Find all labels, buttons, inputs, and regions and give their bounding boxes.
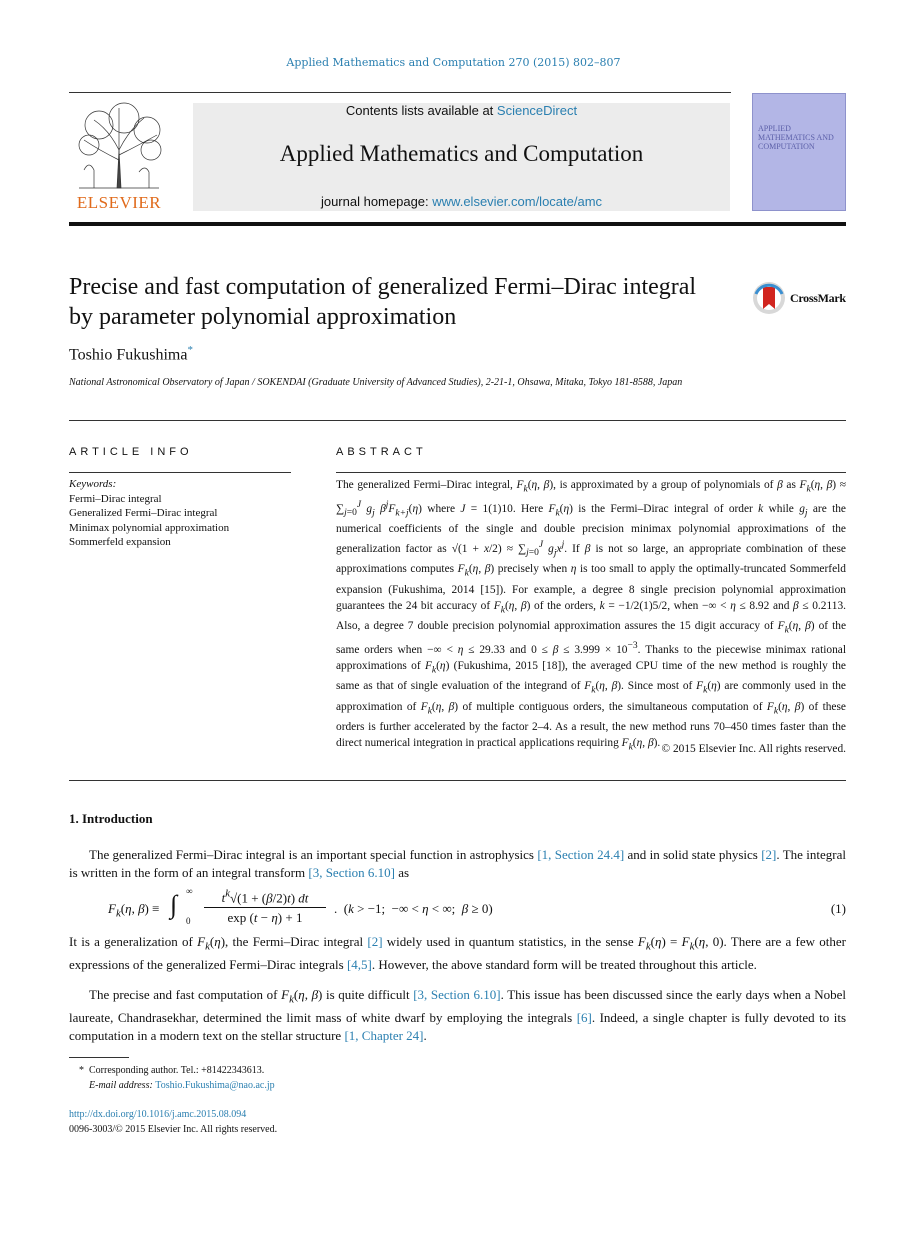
doi-block — [69, 1108, 277, 1137]
crossmark-icon[interactable] — [752, 281, 786, 315]
crossmark-label[interactable]: CrossMark — [790, 291, 846, 305]
contents-line: Contents lists available at ScienceDirect — [345, 103, 578, 118]
cover-title: APPLIED MATHEMATICS AND COMPUTATION — [758, 124, 834, 151]
homepage-line: journal homepage: www.elsevier.com/locate/amc — [320, 194, 603, 209]
citation-link[interactable]: [4,5] — [346, 957, 372, 973]
homepage-link[interactable]: www.elsevier.com/locate/amc — [432, 194, 603, 209]
keywords-label: Keywords: — [69, 478, 117, 490]
equation-1: $F_k(\eta$, β) ≡ ∫ ∞ 0 $t^k√(1 + (\beta/2)t)$ dt exp (t − η) + 1 . (k > −1; −∞ < η < ∞; β ≥ 0) (1) — [108, 886, 846, 926]
divider — [69, 780, 846, 781]
abstract-copyright: © 2015 Elsevier Inc. All rights reserved. — [661, 743, 846, 755]
journal-title: Applied Mathematics and Computation — [279, 141, 644, 166]
footnote: * Corresponding author. Tel.: +81422343613. E-mail address: Toshio.Fukushima@nao.ac.jp — [79, 1065, 275, 1091]
equation-number: (1) — [830, 901, 846, 916]
corresponding-mark: * — [79, 1065, 84, 1076]
email-link[interactable]: Toshio.Fukushima@nao.ac.jp — [155, 1079, 275, 1091]
keyword: Sommerfeld expansion — [69, 536, 171, 548]
divider — [69, 420, 846, 421]
citation-link[interactable]: [3, Section 6.10] — [413, 987, 501, 1002]
section-heading: 1. Introduction — [69, 811, 153, 826]
keyword: Minimax polynomial approximation — [69, 521, 230, 534]
keyword: Fermi–Dirac integral — [69, 492, 162, 505]
paragraph: It is a generalization of $F_k(\eta)$, the Fermi–Dirac integral [2] widely used in quantum statistics, in the sense $F_k(\eta) = F_k(\eta$, 0). There are a few other expressions of the generalized Fermi–Dirac integrals [4,5]. However, the above standard form will be treated throughout this article. — [69, 934, 846, 973]
abstract-text: The generalized Fermi–Dirac integral, $F_k(\eta$, β), is approximated by a group of polynomials of β as $F_k(\eta$, $\beta) \approx \sum_{j=0}^J$ $g_j$ $\beta^jF_{k+j}(\eta)$ where J = 1(1)10. Here $F_k(\eta)$ is the Fermi–Dirac integral of order k while $g_j$ are the numerical coefficients of the single and double precision minimax polynomial approximations of the generalization factor as $√(1 + x/2) \approx \sum_{j=0}^J$ $g_jx^j$. If β is not so large, an appropriate combination of these approximations computes $F_k(\eta$, β) precisely when η is too small to apply the optimally-truncated Sommerfeld expansion (Fukushima, 2014 [15]). For example, a degree 8 single precision polynomial approximation guarantees the 24 bit accuracy of $F_k(\eta$, β) of the orders, k = −1/2(1)5/2, when −∞ < η ≤ 8.92 and β ≤ 0.2113. Also, a degree 7 double precision polynomial approximation assures the 15 digit accuracy of $F_k(\eta$, β) of the same orders when −∞ < η ≤ 29.33 and $0 \le \beta \le 3.999 \times 10^{-3}$. Thanks to the piecewise minimax rational approximations of $F_k(\eta)$ (Fukushima, 2015 [18]), the averaged CPU time of the new method is roughly the same as that of single evaluation of the integrand of $F_k(\eta$, β). Since most of $F_k(\eta)$ are commonly used in the approximation of $F_k(\eta$, β) of multiple contiguous orders, the simultaneous computation of $F_k(\eta$, β) of these orders is further accelerated by the factor 2–4. As a result, the new method runs 70–450 times faster than the direct numerical integration in practical applications requiring $F_k(\eta$, β). — [336, 479, 847, 753]
citation-link[interactable]: [1, Section 24.4] — [537, 847, 625, 862]
keywords-block — [69, 477, 229, 550]
citation-link[interactable]: [3, Section 6.10] — [308, 864, 396, 880]
paragraph: The generalized Fermi–Dirac integral is an important special function in astrophysics [1, Section 24.4] and in solid state physics [2]. The integral is written in the form of an integral transform [3, Section 6.10] as — [69, 847, 846, 880]
article-info-heading: ARTICLE INFO — [69, 446, 193, 458]
divider-thick — [69, 222, 846, 226]
citation-link[interactable]: [6] — [576, 1010, 592, 1026]
paragraph: The precise and fast computation of $F_k(\eta$, β) is quite difficult [3, Section 6.10]. This issue has been discussed since the early days when a Nobel laureate, Chandrasekhar, determined the limit mass of white dwarf by employing the integrals [6]. Indeed, a single chapter is fully devoted to its computation in a modern text on the stellar structure [1, Chapter 24]. — [69, 987, 847, 1043]
affiliation: National Astronomical Observatory of Japan / SOKENDAI (Graduate University of Advanced Studies), 2-21-1, Ohsawa, Mitaka, Tokyo 181-8588, Japan — [69, 377, 683, 388]
divider — [336, 472, 846, 473]
doi-link[interactable]: http://dx.doi.org/10.1016/j.amc.2015.08.094 — [69, 1109, 247, 1120]
footnote-divider — [69, 1057, 129, 1058]
issn-line: 0096-3003/© 2015 Elsevier Inc. All rights reserved. — [69, 1123, 278, 1135]
journal-cover[interactable] — [752, 93, 846, 211]
divider — [69, 92, 731, 93]
citation-link[interactable]: [1, Chapter 24] — [344, 1027, 424, 1043]
citation-link[interactable]: [2] — [367, 934, 383, 949]
author-name: Toshio Fukushima* — [69, 344, 193, 364]
citation-link[interactable]: [2] — [761, 847, 777, 862]
abstract-heading: ABSTRACT — [336, 446, 427, 458]
corresponding-mark[interactable]: * — [187, 344, 193, 356]
sciencedirect-link[interactable]: ScienceDirect — [496, 103, 578, 118]
keyword: Generalized Fermi–Dirac integral — [69, 507, 218, 519]
article-title: Precise and fast computation of generalized Fermi–Dirac integral by parameter polynomial approximation — [69, 274, 697, 330]
elsevier-wordmark: ELSEVIER — [76, 193, 162, 212]
divider — [69, 472, 291, 473]
journal-citation[interactable]: Applied Mathematics and Computation 270 (2015) 802–807 — [286, 56, 621, 69]
